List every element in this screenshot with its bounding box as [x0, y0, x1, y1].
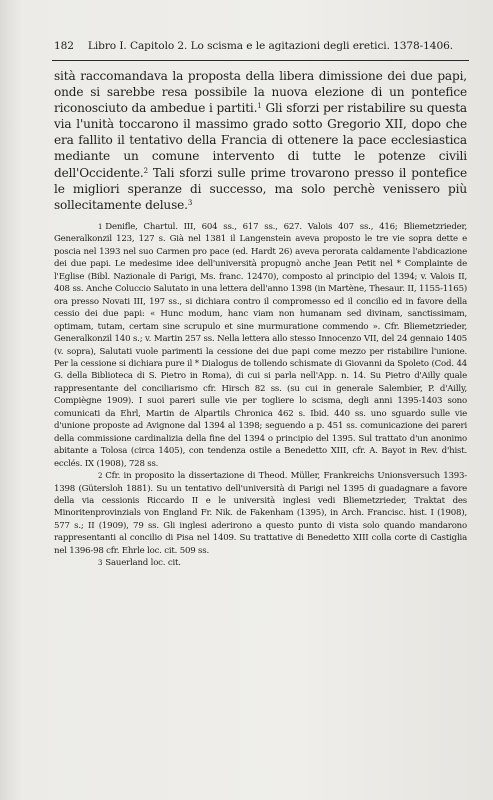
footnote-text: Cfr. in proposito la dissertazione di Theod. Müller, Frankreichs Unionsversuch 1393-1398 (Gütersloh 1881). Su un tentativo dell'università di Parigi nel 1395 di guadagnare a favore della via cessionis Riccardo II e le università inglesi vedi Bliemetzrieder, Traktat des Minoritenprovinzials von England Fr. Nik. de Fakenham (1395), in Arch. Francisc. hist. I (1908), 577 s.; II (1909), 79 ss. Gli inglesi aderirono a questo punto di vista solo quando mandarono rappresentanti al concilio di Pisa nel 1409. Su trattative di Benedetto XIII colla corte di Castiglia nel 1396-98 cfr. Ehrle loc. cit. 509 ss.	[54, 471, 467, 556]
footnote-ref-3[interactable]: 3	[187, 198, 193, 207]
running-header	[54, 40, 467, 52]
footnote-3	[54, 557, 467, 569]
page-number: 182	[54, 40, 74, 52]
footnote-number: 2	[98, 472, 103, 481]
body-text-2: Gli sforzi per ristabilire su questa via l'unità toccarono il massimo grado sotto Gregorio XII, dopo che era fallito il tentativo della Francia di ottenere la pace ecclesiastica mediante un comune intervento di tutte le potenze civili dell'Occidente.	[54, 101, 467, 180]
footnote-text: Sauerland loc. cit.	[105, 558, 181, 569]
footnote-2	[54, 470, 467, 557]
body-text-3: Tali sforzi sulle prime trovarono presso il pontefice le migliori speranze di successo, ma solo perchè venissero più sollecitamente deluse.	[54, 165, 467, 212]
footnote-ref-2[interactable]: 2	[143, 166, 148, 175]
footnotes	[54, 221, 467, 570]
running-title: Libro I. Capitolo 2. Lo scisma e le agitazioni degli eretici. 1378-1406.	[87, 40, 453, 52]
footnote-ref-1[interactable]: 1	[257, 102, 262, 111]
body-text-1: sità raccomandava la proposta della libera dimissione dei due papi, onde si sarebbe resa possibile la nuova elezione di un pontefice riconosciuto da ambedue i partiti.	[54, 69, 467, 116]
main-paragraph	[54, 68, 467, 213]
footnote-number: 1	[98, 223, 103, 231]
footnote-text: Denifle, Chartul. III, 604 ss., 617 ss., 627. Valois 407 ss., 416; Bliemetzrieder, Generalkonzil 123, 127 s. Già nel 1381 il Langenstein aveva proposto le tre vie sopra dette e poscia nel 1393 nel suo Carmen pro pace (ed. Hardt 26) aveva perorata caldamente l'abdicazione dei due papi. Le medesime idee dell'università propugnò anche Jean Petit nel * Complainte de l'Eglise (Bibl. Nazionale di Parigi, Ms. franc. 12470), composto al principio del 1394; v. Valois II, 408 ss. Anche Coluccio Salutato in una lettera dell'anno 1398 (in Martène, Thesaur. II, 1155-1165) ora presso Novati III, 197 ss., si dichiara contro il compromesso ed il concilio ed in favore della cessio dei due papi: « Hunc modum, hanc viam non humanam sed divinam, sanctissimam, optimam, tutam, certam sine scrupulo et sine murmuratione commendo ». Cfr. Bliemetzrieder, Generalkonzil 140 s.; v. Martin 257 ss. Nella lettera allo stesso Innocenzo VII, del 24 gennaio 1405 (v. sopra), Salutati vuole parimenti la cessione dei due papi come mezzo per ristabilire l'unione. Per la cessione si dichiara pure il * Dialogus de tollendo schismate di Giovanni da Spoleto (Cod. 44 G. della Biblioteca di S. Pietro in Roma), di cui si parla nell'App. n. 14. Su Pietro d'Ailly quale rappresentante del conciliarismo cfr. Hirsch 82 ss. (su cui in generale Salembier, P. d'Ailly, Compiègne 1909). I suoi pareri sulle vie per togliere lo scisma, degli anni 1395-1403 sono comunicati da Ehrl, Martin de Alpartils Chronica 462 s. Ibid. 440 ss. uno sguardo sulle vie d'unione proposte ad Avignone dal 1394 al 1398; seguendo a p. 451 ss. comunicazione dei pareri della commissione cardinalizia della fine del 1394 o principio del 1395. Sul trattato d'un anonimo abitante a Tolosa (circa 1405), con tendenza ostile a Benedetto XIII, cfr. A. Bayot in Rev. d'hist. ecclés. IX (1908), 728 ss.	[54, 222, 467, 469]
footnote-number: 3	[98, 559, 103, 568]
footnote-1	[54, 221, 467, 470]
header-rule	[52, 60, 469, 61]
